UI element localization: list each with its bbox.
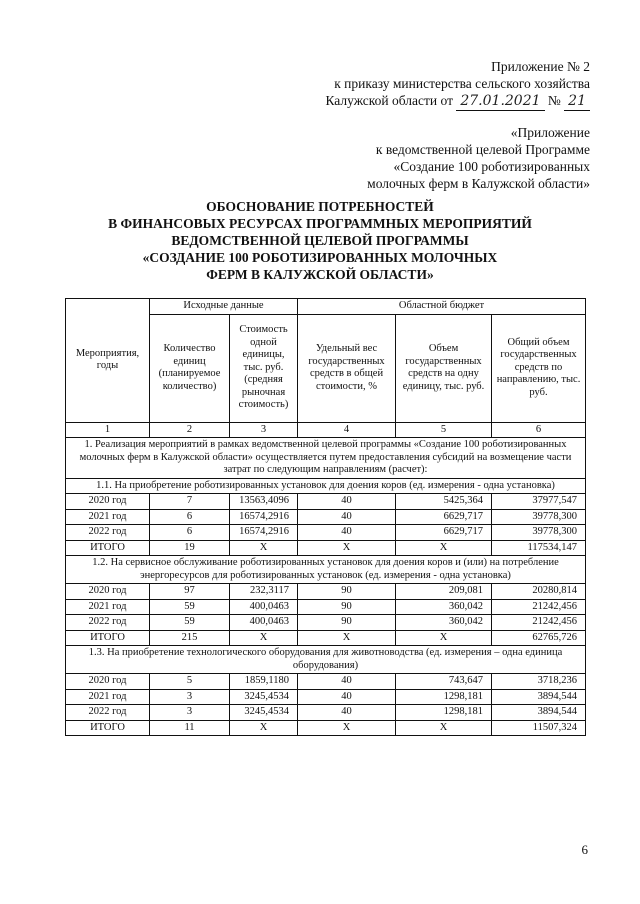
section-title-row <box>66 556 586 584</box>
cell-share: 90 <box>298 584 396 600</box>
title-line-5: ФЕРМ В КАЛУЖСКОЙ ОБЛАСТИ» <box>206 267 434 282</box>
table-row <box>66 630 586 646</box>
cell-year: ИТОГО <box>66 630 150 646</box>
program-line-2: к ведомственной целевой Программе <box>375 142 590 157</box>
cell-per-unit: 5425,364 <box>396 494 492 510</box>
table-row <box>66 720 586 736</box>
cell-unit-cost: 3245,4534 <box>230 705 298 721</box>
cell-year: ИТОГО <box>66 540 150 556</box>
col-header-measures: Мероприятия, годы <box>66 299 150 423</box>
cell-per-unit: Х <box>396 540 492 556</box>
intro-text: 1. Реализация мероприятий в рамках ведомственной целевой программы «Создание 100 роботизированных молочных ферм в Калужской области» осуществляется путем предоставления субсидий на возмещение части затрат по следующим направлениям (расчет): <box>66 438 586 479</box>
appendix-number: Приложение № 2 <box>491 59 590 74</box>
order-number: 21 <box>564 93 590 111</box>
cell-quantity: 5 <box>150 674 230 690</box>
document-title <box>80 198 560 283</box>
cell-share: Х <box>298 630 396 646</box>
cell-year: ИТОГО <box>66 720 150 736</box>
cell-total: 3894,544 <box>492 705 586 721</box>
cell-quantity: 3 <box>150 705 230 721</box>
cell-per-unit: 6629,717 <box>396 509 492 525</box>
table-row <box>66 615 586 631</box>
cell-per-unit: 209,081 <box>396 584 492 600</box>
col-number: 4 <box>298 422 396 438</box>
table-row <box>66 584 586 600</box>
cell-year: 2022 год <box>66 705 150 721</box>
page-number: 6 <box>581 842 588 857</box>
table-row <box>66 599 586 615</box>
title-line-3: ВЕДОМСТВЕННОЙ ЦЕЛЕВОЙ ПРОГРАММЫ <box>171 233 469 248</box>
cell-quantity: 97 <box>150 584 230 600</box>
cell-total: 11507,324 <box>492 720 586 736</box>
col-group-source: Исходные данные <box>150 299 298 315</box>
region-from: Калужской области от <box>325 93 453 108</box>
cell-unit-cost: Х <box>230 630 298 646</box>
cell-quantity: 215 <box>150 630 230 646</box>
title-line-2: В ФИНАНСОВЫХ РЕСУРСАХ ПРОГРАММНЫХ МЕРОПРИЯТИЙ <box>108 216 532 231</box>
table-row <box>66 494 586 510</box>
cell-unit-cost: 3245,4534 <box>230 689 298 705</box>
cell-unit-cost: 16574,2916 <box>230 509 298 525</box>
cell-share: 90 <box>298 615 396 631</box>
cell-per-unit: 1298,181 <box>396 689 492 705</box>
cell-total: 39778,300 <box>492 525 586 541</box>
col-header-per-unit: Объем государственных средств на одну единицу, тыс. руб. <box>396 314 492 422</box>
col-group-budget: Областной бюджет <box>298 299 586 315</box>
table-row <box>66 705 586 721</box>
cell-per-unit: 360,042 <box>396 615 492 631</box>
order-date-line <box>325 92 590 111</box>
order-date: 27.01.2021 <box>456 93 544 111</box>
cell-per-unit: 1298,181 <box>396 705 492 721</box>
cell-unit-cost: 400,0463 <box>230 599 298 615</box>
cell-share: 90 <box>298 599 396 615</box>
cell-share: 40 <box>298 509 396 525</box>
cell-total: 21242,456 <box>492 615 586 631</box>
col-header-qty: Количество единиц (планируемое количество) <box>150 314 230 422</box>
cell-share: 40 <box>298 705 396 721</box>
cell-per-unit: 743,647 <box>396 674 492 690</box>
cell-year: 2022 год <box>66 525 150 541</box>
number-label: № <box>547 93 561 108</box>
program-reference <box>367 124 590 192</box>
col-header-cost: Стоимость одной единицы, тыс. руб. (средняя рыночная стоимость) <box>230 314 298 422</box>
table-row <box>66 540 586 556</box>
cell-year: 2021 год <box>66 599 150 615</box>
cell-share: Х <box>298 540 396 556</box>
cell-total: 20280,814 <box>492 584 586 600</box>
intro-row <box>66 438 586 479</box>
col-number: 5 <box>396 422 492 438</box>
order-reference: к приказу министерства сельского хозяйства <box>334 76 590 91</box>
cell-per-unit: 360,042 <box>396 599 492 615</box>
col-number: 3 <box>230 422 298 438</box>
col-header-share: Удельный вес государственных средств в общей стоимости, % <box>298 314 396 422</box>
col-header-total: Общий объем государственных средств по направлению, тыс. руб. <box>492 314 586 422</box>
table-row <box>66 525 586 541</box>
cell-share: Х <box>298 720 396 736</box>
cell-unit-cost: 400,0463 <box>230 615 298 631</box>
cell-year: 2022 год <box>66 615 150 631</box>
program-line-3: «Создание 100 роботизированных <box>393 159 590 174</box>
cell-total: 39778,300 <box>492 509 586 525</box>
table-row <box>66 509 586 525</box>
col-number: 1 <box>66 422 150 438</box>
cell-quantity: 19 <box>150 540 230 556</box>
section-title: 1.1. На приобретение роботизированных установок для доения коров (ед. измерения - одна установка) <box>66 478 586 494</box>
appendix-header <box>325 58 590 111</box>
cell-unit-cost: Х <box>230 540 298 556</box>
cell-quantity: 7 <box>150 494 230 510</box>
cell-unit-cost: 232,3117 <box>230 584 298 600</box>
title-line-4: «СОЗДАНИЕ 100 РОБОТИЗИРОВАННЫХ МОЛОЧНЫХ <box>142 250 498 265</box>
cell-total: 21242,456 <box>492 599 586 615</box>
cell-total: 3718,236 <box>492 674 586 690</box>
col-number: 2 <box>150 422 230 438</box>
cell-share: 40 <box>298 674 396 690</box>
column-numbers-row <box>66 422 586 438</box>
program-line-4: молочных ферм в Калужской области» <box>367 176 590 191</box>
section-title-row <box>66 646 586 674</box>
financing-table <box>65 298 586 736</box>
cell-quantity: 59 <box>150 615 230 631</box>
cell-total: 117534,147 <box>492 540 586 556</box>
cell-share: 40 <box>298 525 396 541</box>
cell-quantity: 11 <box>150 720 230 736</box>
cell-total: 62765,726 <box>492 630 586 646</box>
cell-unit-cost: Х <box>230 720 298 736</box>
title-line-1: ОБОСНОВАНИЕ ПОТРЕБНОСТЕЙ <box>206 199 434 214</box>
cell-per-unit: Х <box>396 720 492 736</box>
cell-share: 40 <box>298 689 396 705</box>
cell-unit-cost: 16574,2916 <box>230 525 298 541</box>
section-title: 1.2. На сервисное обслуживание роботизированных установок для доения коров и (или) на потребление энергоресурсов для роботизированных установок (ед. измерения - одна установка) <box>66 556 586 584</box>
cell-share: 40 <box>298 494 396 510</box>
cell-unit-cost: 1859,1180 <box>230 674 298 690</box>
cell-total: 37977,547 <box>492 494 586 510</box>
cell-year: 2020 год <box>66 584 150 600</box>
cell-year: 2021 год <box>66 509 150 525</box>
cell-per-unit: Х <box>396 630 492 646</box>
cell-quantity: 6 <box>150 525 230 541</box>
cell-quantity: 3 <box>150 689 230 705</box>
cell-quantity: 59 <box>150 599 230 615</box>
cell-year: 2020 год <box>66 494 150 510</box>
col-number: 6 <box>492 422 586 438</box>
cell-total: 3894,544 <box>492 689 586 705</box>
cell-year: 2020 год <box>66 674 150 690</box>
section-title: 1.3. На приобретение технологического оборудования для животноводства (ед. измерения – одна единица оборудования) <box>66 646 586 674</box>
cell-per-unit: 6629,717 <box>396 525 492 541</box>
program-line-1: «Приложение <box>510 125 590 140</box>
header-row-groups <box>66 299 586 315</box>
section-title-row <box>66 478 586 494</box>
cell-unit-cost: 13563,4096 <box>230 494 298 510</box>
table-row <box>66 689 586 705</box>
cell-quantity: 6 <box>150 509 230 525</box>
cell-year: 2021 год <box>66 689 150 705</box>
table-row <box>66 674 586 690</box>
